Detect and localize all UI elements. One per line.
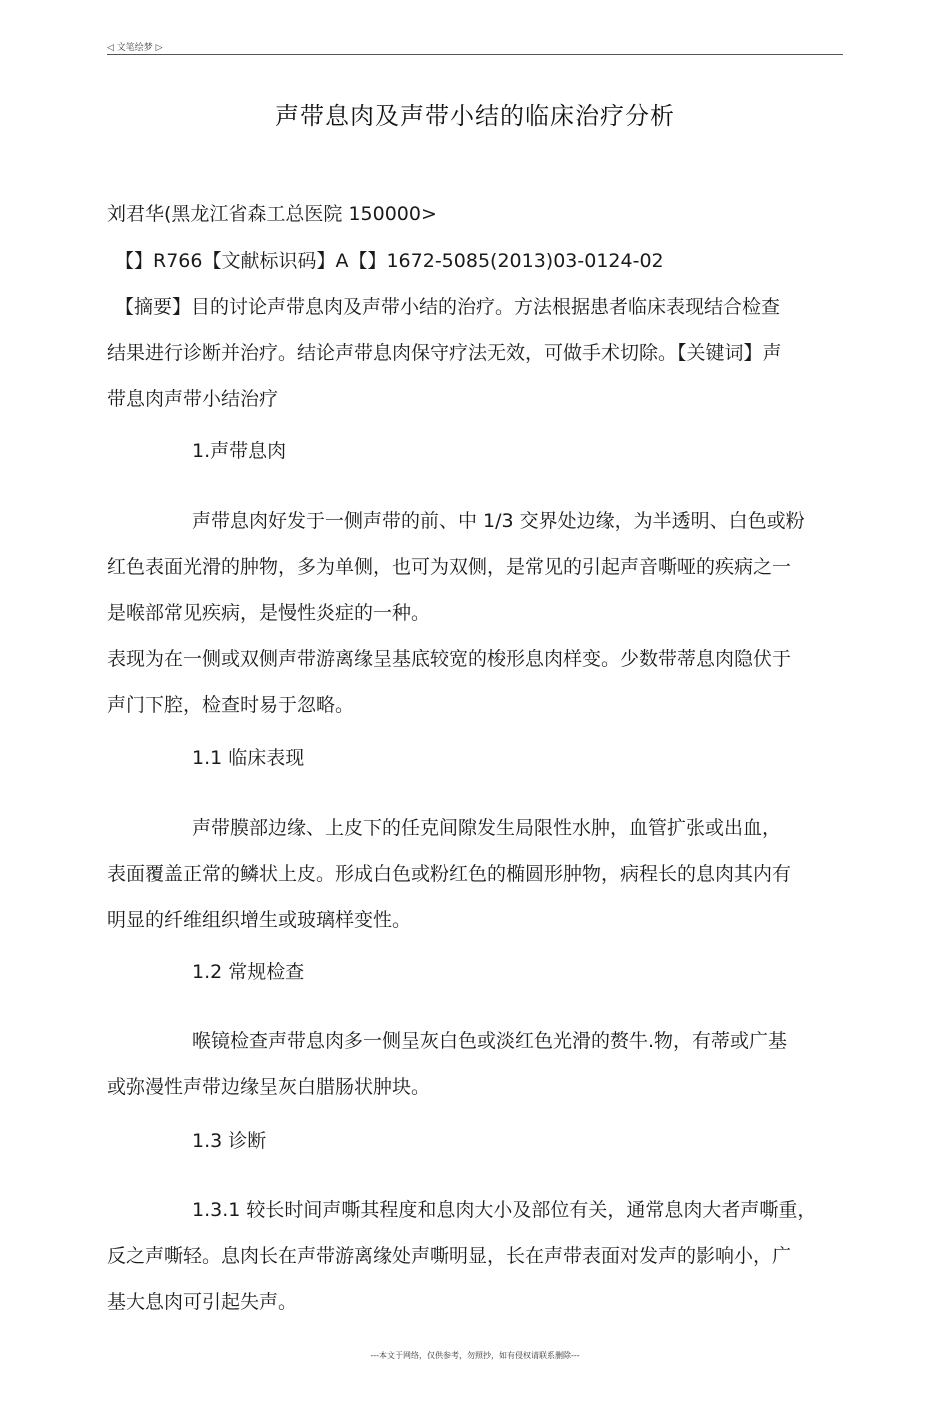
section-1-paragraph-1-line-1: 声带息肉好发于一侧声带的前、中 1/3 交界处边缘，为半透明、白色或粉 xyxy=(192,510,805,532)
classification-line: 【】R766【文献标识码】A【】1672-5085(2013)03-0124-02 xyxy=(115,250,664,272)
section-1-paragraph-1-line-2: 红色表面光滑的肿物，多为单侧，也可为双侧，是常见的引起声音嘶哑的疾病之一 xyxy=(107,556,792,578)
abstract-line-3: 带息肉声带小结治疗 xyxy=(107,388,279,410)
section-1-3-1-line-1: 1.3.1 较长时间声嘶其程度和息肉大小及部位有关，通常息肉大者声嘶重， xyxy=(192,1199,817,1221)
section-1-paragraph-2-line-1: 表现为在一侧或双侧声带游离缘呈基底较宽的梭形息肉样变。少数带蒂息肉隐伏于 xyxy=(107,648,792,670)
page-footer: ---本文于网络，仅供参考，勿照抄，如有侵权请联系删除--- xyxy=(370,1351,580,1360)
page-header: ◁ 文笔绘梦 ▷ xyxy=(107,43,163,53)
header-divider xyxy=(107,54,843,55)
section-1-3-heading: 1.3 诊断 xyxy=(192,1130,267,1152)
section-1-1-heading: 1.1 临床表现 xyxy=(192,747,305,769)
section-1-3-1-line-2: 反之声嘶轻。息肉长在声带游离缘处声嘶明显，长在声带表面对发声的影响小，广 xyxy=(107,1245,792,1267)
section-1-1-paragraph-line-1: 声带膜部边缘、上皮下的任克间隙发生局限性水肿，血管扩张或出血， xyxy=(192,817,782,839)
section-1-paragraph-2-line-2: 声门下腔，检查时易于忽略。 xyxy=(107,694,355,716)
section-1-2-paragraph-line-2: 或弥漫性声带边缘呈灰白腊肠状肿块。 xyxy=(107,1076,431,1098)
document-title: 声带息肉及声带小结的临床治疗分析 xyxy=(275,102,675,130)
section-1-paragraph-1-line-3: 是喉部常见疾病，是慢性炎症的一种。 xyxy=(107,602,431,624)
section-1-heading: 1.声带息肉 xyxy=(192,440,287,462)
section-1-3-1-line-3: 基大息肉可引起失声。 xyxy=(107,1291,298,1313)
section-1-2-paragraph-line-1: 喉镜检查声带息肉多一侧呈灰白色或淡红色光滑的赘牛.物，有蒂或广基 xyxy=(192,1030,788,1052)
section-1-1-paragraph-line-2: 表面覆盖正常的鳞状上皮。形成白色或粉红色的椭圆形肿物，病程长的息肉其内有 xyxy=(107,863,792,885)
abstract-line-1: 【摘要】目的讨论声带息肉及声带小结的治疗。方法根据患者临床表现结合检查 xyxy=(115,296,781,318)
section-1-1-paragraph-line-3: 明显的纤维组织增生或玻璃样变性。 xyxy=(107,909,412,931)
abstract-line-2: 结果进行诊断并治疗。结论声带息肉保守疗法无效，可做手术切除。【关键词】声 xyxy=(107,342,782,364)
section-1-2-heading: 1.2 常规检查 xyxy=(192,961,305,983)
author-line: 刘君华(黑龙江省森工总医院 150000> xyxy=(107,203,437,225)
